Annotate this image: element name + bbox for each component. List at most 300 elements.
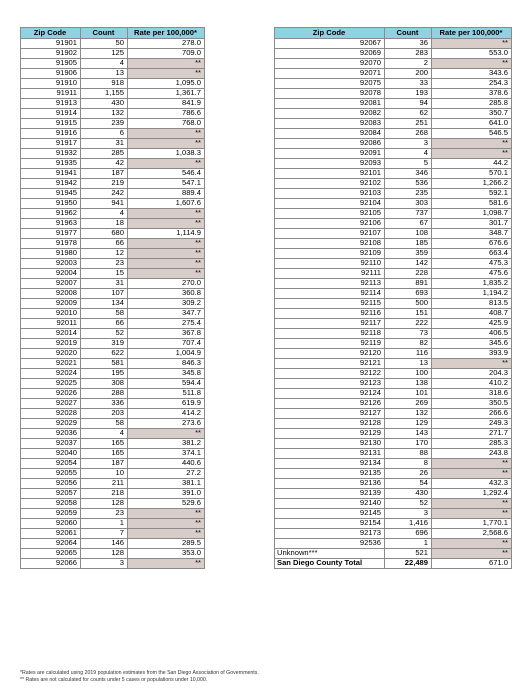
unknown-count: 521 [385,549,432,559]
zip-code-header: Zip Code [21,28,81,39]
table-row [275,459,512,469]
table-row [275,149,512,159]
rate-cell: 676.6 [432,239,512,249]
count-cell: 170 [385,439,432,449]
rate-cell: 285.8 [432,99,512,109]
count-cell: 165 [81,439,128,449]
zip-code-cell: 92004 [21,269,81,279]
table-row [275,479,512,489]
table-row [275,259,512,269]
count-cell: 31 [81,279,128,289]
rate-cell: 367.8 [128,329,205,339]
total-count: 22,489 [385,559,432,569]
table-row [275,229,512,239]
zip-code-cell: 92101 [275,169,385,179]
table-row [275,329,512,339]
table-row [275,269,512,279]
rate-cell: ** [432,509,512,519]
table-row [275,139,512,149]
rate-cell: 270.0 [128,279,205,289]
total-row [275,559,512,569]
rate-cell: 1,095.0 [128,79,205,89]
rate-cell: 619.9 [128,399,205,409]
zip-code-cell: 92059 [21,509,81,519]
rate-cell: 414.2 [128,409,205,419]
rate-cell: 475.6 [432,269,512,279]
zip-code-cell: 92102 [275,179,385,189]
zip-code-cell: 92129 [275,429,385,439]
table-row [275,119,512,129]
count-cell: 66 [81,239,128,249]
rate-cell: 348.7 [432,229,512,239]
rate-cell: ** [128,239,205,249]
table-row [21,139,205,149]
zip-code-cell: 92020 [21,349,81,359]
count-cell: 132 [81,109,128,119]
zip-code-cell: 92070 [275,59,385,69]
count-cell: 101 [385,389,432,399]
zip-code-cell: 92057 [21,489,81,499]
count-cell: 58 [81,419,128,429]
count-cell: 251 [385,119,432,129]
count-cell: 15 [81,269,128,279]
count-cell: 54 [385,479,432,489]
count-cell: 82 [385,339,432,349]
rate-cell: 393.9 [432,349,512,359]
table-row [21,119,205,129]
rate-cell: ** [128,129,205,139]
rate-header: Rate per 100,000* [128,28,205,39]
count-cell: 42 [81,159,128,169]
zip-code-cell: 92109 [275,249,385,259]
table-row [275,429,512,439]
rate-cell: ** [128,59,205,69]
rate-cell: 570.1 [432,169,512,179]
table-row [21,129,205,139]
table-row [275,539,512,549]
zip-code-cell: 91950 [21,199,81,209]
zip-code-cell: 92019 [21,339,81,349]
count-cell: 696 [385,529,432,539]
table-row [21,39,205,49]
table-row [275,69,512,79]
count-header: Count [385,28,432,39]
table-row [275,279,512,289]
count-cell: 100 [385,369,432,379]
table-row [21,79,205,89]
rate-cell: ** [128,529,205,539]
count-cell: 13 [81,69,128,79]
table-row [275,529,512,539]
table-row [21,549,205,559]
zip-code-cell: 92139 [275,489,385,499]
zip-code-cell: 92007 [21,279,81,289]
count-cell: 268 [385,129,432,139]
table-row [275,519,512,529]
table-row [275,339,512,349]
rate-cell: ** [128,139,205,149]
zip-code-cell: 92110 [275,259,385,269]
table-row [21,229,205,239]
zip-code-cell: 92104 [275,199,385,209]
rate-cell: 350.7 [432,109,512,119]
zip-code-cell: 92075 [275,79,385,89]
table-row [275,89,512,99]
table-row [21,459,205,469]
table-row [21,559,205,569]
table-row [21,69,205,79]
count-cell: 94 [385,99,432,109]
rate-header: Rate per 100,000* [432,28,512,39]
rate-cell: 347.7 [128,309,205,319]
count-cell: 242 [81,189,128,199]
table-row [21,469,205,479]
zip-code-cell: 91915 [21,119,81,129]
rate-cell: 343.6 [432,69,512,79]
table-row [275,299,512,309]
zip-code-cell: 91910 [21,79,81,89]
rate-cell: 641.0 [432,119,512,129]
count-cell: 211 [81,479,128,489]
zip-code-cell: 92014 [21,329,81,339]
table-row [275,239,512,249]
footnote-rates: *Rates are calculated using 2019 population estimates from the San Diego Association of Governments. [20,670,259,676]
rate-cell: 1,607.6 [128,199,205,209]
table-row [275,49,512,59]
zip-code-cell: 92130 [275,439,385,449]
rate-cell: 546.4 [128,169,205,179]
table-row [21,149,205,159]
count-cell: 3 [81,559,128,569]
rate-cell: 266.6 [432,409,512,419]
count-cell: 26 [385,469,432,479]
count-cell: 18 [81,219,128,229]
zip-code-cell: 92009 [21,299,81,309]
rate-cell: 1,114.9 [128,229,205,239]
rate-cell: 301.7 [432,219,512,229]
table-row [275,449,512,459]
table-row [275,59,512,69]
zip-code-cell: 92084 [275,129,385,139]
count-cell: 31 [81,139,128,149]
count-cell: 132 [385,409,432,419]
zip-code-cell: 92093 [275,159,385,169]
count-cell: 285 [81,149,128,159]
table-row [21,479,205,489]
count-cell: 228 [385,269,432,279]
count-cell: 128 [81,549,128,559]
zip-code-cell: 91963 [21,219,81,229]
zip-code-cell: 92056 [21,479,81,489]
count-cell: 283 [385,49,432,59]
zip-code-cell: 92040 [21,449,81,459]
rate-cell: 1,361.7 [128,89,205,99]
count-cell: 73 [385,329,432,339]
table-row [21,289,205,299]
count-cell: 8 [385,459,432,469]
table-row [21,279,205,289]
table-row [21,329,205,339]
zip-code-cell: 92140 [275,499,385,509]
table-row [21,249,205,259]
zip-code-cell: 92082 [275,109,385,119]
count-cell: 66 [81,319,128,329]
zip-code-cell: 92010 [21,309,81,319]
count-cell: 430 [81,99,128,109]
zip-code-cell: 91941 [21,169,81,179]
table-row [21,379,205,389]
count-cell: 13 [385,359,432,369]
table-row [275,319,512,329]
count-cell: 52 [81,329,128,339]
table-row [21,189,205,199]
zip-code-cell: 92069 [275,49,385,59]
zip-code-cell: 91905 [21,59,81,69]
table-row [21,99,205,109]
count-cell: 33 [385,79,432,89]
table-row [21,269,205,279]
table-row [275,179,512,189]
rate-cell: ** [128,429,205,439]
rate-cell: 204.3 [432,369,512,379]
zip-code-cell: 92067 [275,39,385,49]
count-cell: 12 [81,249,128,259]
count-cell: 138 [385,379,432,389]
count-cell: 500 [385,299,432,309]
zip-code-cell: 92135 [275,469,385,479]
count-cell: 23 [81,259,128,269]
rate-cell: ** [128,559,205,569]
total-rate: 671.0 [432,559,512,569]
zip-code-cell: 91932 [21,149,81,159]
zip-code-cell: 92055 [21,469,81,479]
count-cell: 3 [385,509,432,519]
rate-cell: 374.1 [128,449,205,459]
rate-cell: 547.1 [128,179,205,189]
count-header: Count [81,28,128,39]
table-row [275,39,512,49]
rate-cell: ** [128,519,205,529]
count-cell: 5 [385,159,432,169]
zip-code-cell: 92003 [21,259,81,269]
rate-cell: 846.3 [128,359,205,369]
table-row [21,519,205,529]
zip-code-cell: 92024 [21,369,81,379]
unknown-row [275,549,512,559]
count-cell: 218 [81,489,128,499]
table-row [21,219,205,229]
rate-cell: 813.5 [432,299,512,309]
rate-cell: 553.0 [432,49,512,59]
rate-cell: ** [432,149,512,159]
rate-cell: 254.3 [432,79,512,89]
rate-cell: 318.6 [432,389,512,399]
count-cell: 319 [81,339,128,349]
table-row [275,169,512,179]
rate-cell: 707.4 [128,339,205,349]
table-row [21,509,205,519]
table-row [275,349,512,359]
left-zip-table [20,27,205,569]
table-row [21,179,205,189]
zip-code-cell: 92058 [21,499,81,509]
count-cell: 88 [385,449,432,459]
rate-cell: ** [432,469,512,479]
zip-code-cell: 91942 [21,179,81,189]
rate-cell: 391.0 [128,489,205,499]
count-cell: 346 [385,169,432,179]
rate-cell: 2,568.6 [432,529,512,539]
count-cell: 134 [81,299,128,309]
zip-code-cell: 91911 [21,89,81,99]
count-cell: 10 [81,469,128,479]
table-row [21,489,205,499]
zip-code-cell: 92078 [275,89,385,99]
count-cell: 4 [81,209,128,219]
rate-cell: 841.9 [128,99,205,109]
zip-code-cell: 92121 [275,359,385,369]
zip-code-cell: 91977 [21,229,81,239]
count-cell: 891 [385,279,432,289]
count-cell: 203 [81,409,128,419]
zip-code-cell: 92114 [275,289,385,299]
zip-code-cell: 92123 [275,379,385,389]
zip-code-cell: 91901 [21,39,81,49]
table-row [21,89,205,99]
rate-cell: 271.7 [432,429,512,439]
rate-cell: 1,194.2 [432,289,512,299]
count-cell: 1,416 [385,519,432,529]
zip-code-cell: 92122 [275,369,385,379]
zip-code-cell: 92025 [21,379,81,389]
table-row [275,389,512,399]
count-cell: 146 [81,539,128,549]
count-cell: 918 [81,79,128,89]
count-cell: 737 [385,209,432,219]
table-row [21,349,205,359]
rate-cell: 360.8 [128,289,205,299]
rate-cell: 581.6 [432,199,512,209]
zip-code-cell: 91980 [21,249,81,259]
count-cell: 680 [81,229,128,239]
zip-code-cell: 92037 [21,439,81,449]
zip-code-cell: 92064 [21,539,81,549]
rate-cell: ** [128,209,205,219]
count-cell: 107 [81,289,128,299]
zip-code-cell: 92154 [275,519,385,529]
zip-code-cell: 91978 [21,239,81,249]
table-row [275,159,512,169]
zip-code-cell: 92011 [21,319,81,329]
footnotes [20,670,520,683]
zip-code-cell: 92029 [21,419,81,429]
table-row [275,439,512,449]
table-row [21,439,205,449]
count-cell: 185 [385,239,432,249]
count-cell: 4 [81,59,128,69]
rate-cell: 1,770.1 [432,519,512,529]
table-row [275,509,512,519]
unknown-rate: ** [432,549,512,559]
rate-cell: 345.6 [432,339,512,349]
zip-code-cell: 92021 [21,359,81,369]
right-table-body [275,39,512,549]
right-zip-table [274,27,512,569]
rate-cell: 381.2 [128,439,205,449]
table-row [21,239,205,249]
table-row [21,499,205,509]
rate-cell: 709.0 [128,49,205,59]
zip-code-cell: 91906 [21,69,81,79]
count-cell: 50 [81,39,128,49]
zip-code-cell: 92124 [275,389,385,399]
rate-cell: 27.2 [128,469,205,479]
rate-cell: 289.5 [128,539,205,549]
zip-code-cell: 92027 [21,399,81,409]
zip-code-header: Zip Code [275,28,385,39]
count-cell: 187 [81,169,128,179]
count-cell: 336 [81,399,128,409]
count-cell: 222 [385,319,432,329]
table-row [275,249,512,259]
zip-code-cell: 92536 [275,539,385,549]
footnote-suppression: ** Rates are not calculated for counts under 5 cases or populations under 10,000. [20,676,208,683]
zip-code-cell: 92136 [275,479,385,489]
unknown-label: Unknown*** [275,549,385,559]
zip-code-cell: 92127 [275,409,385,419]
table-row [21,419,205,429]
rate-cell: 511.8 [128,389,205,399]
count-cell: 693 [385,289,432,299]
table-row [21,259,205,269]
total-label: San Diego County Total [275,559,385,569]
count-cell: 200 [385,69,432,79]
rate-cell: 249.3 [432,419,512,429]
rate-cell: 440.6 [128,459,205,469]
zip-code-cell: 92066 [21,559,81,569]
rate-cell: 378.6 [432,89,512,99]
zip-code-cell: 92119 [275,339,385,349]
rate-cell: 432.3 [432,479,512,489]
count-cell: 2 [385,59,432,69]
rate-cell: ** [128,159,205,169]
table-row [275,209,512,219]
rate-cell: 768.0 [128,119,205,129]
zip-code-cell: 91935 [21,159,81,169]
table-row [275,489,512,499]
count-cell: 129 [385,419,432,429]
table-row [275,99,512,109]
table-row [21,529,205,539]
table-row [21,169,205,179]
count-cell: 36 [385,39,432,49]
table-row [21,369,205,379]
zip-code-cell: 91917 [21,139,81,149]
rate-cell: 663.4 [432,249,512,259]
zip-code-cell: 92118 [275,329,385,339]
zip-code-cell: 91916 [21,129,81,139]
count-cell: 6 [81,129,128,139]
zip-code-cell: 92134 [275,459,385,469]
rate-cell: 275.4 [128,319,205,329]
rate-cell: 285.3 [432,439,512,449]
table-row [275,369,512,379]
count-cell: 219 [81,179,128,189]
rate-cell: 381.1 [128,479,205,489]
table-row [21,59,205,69]
table-row [275,79,512,89]
rate-cell: 44.2 [432,159,512,169]
